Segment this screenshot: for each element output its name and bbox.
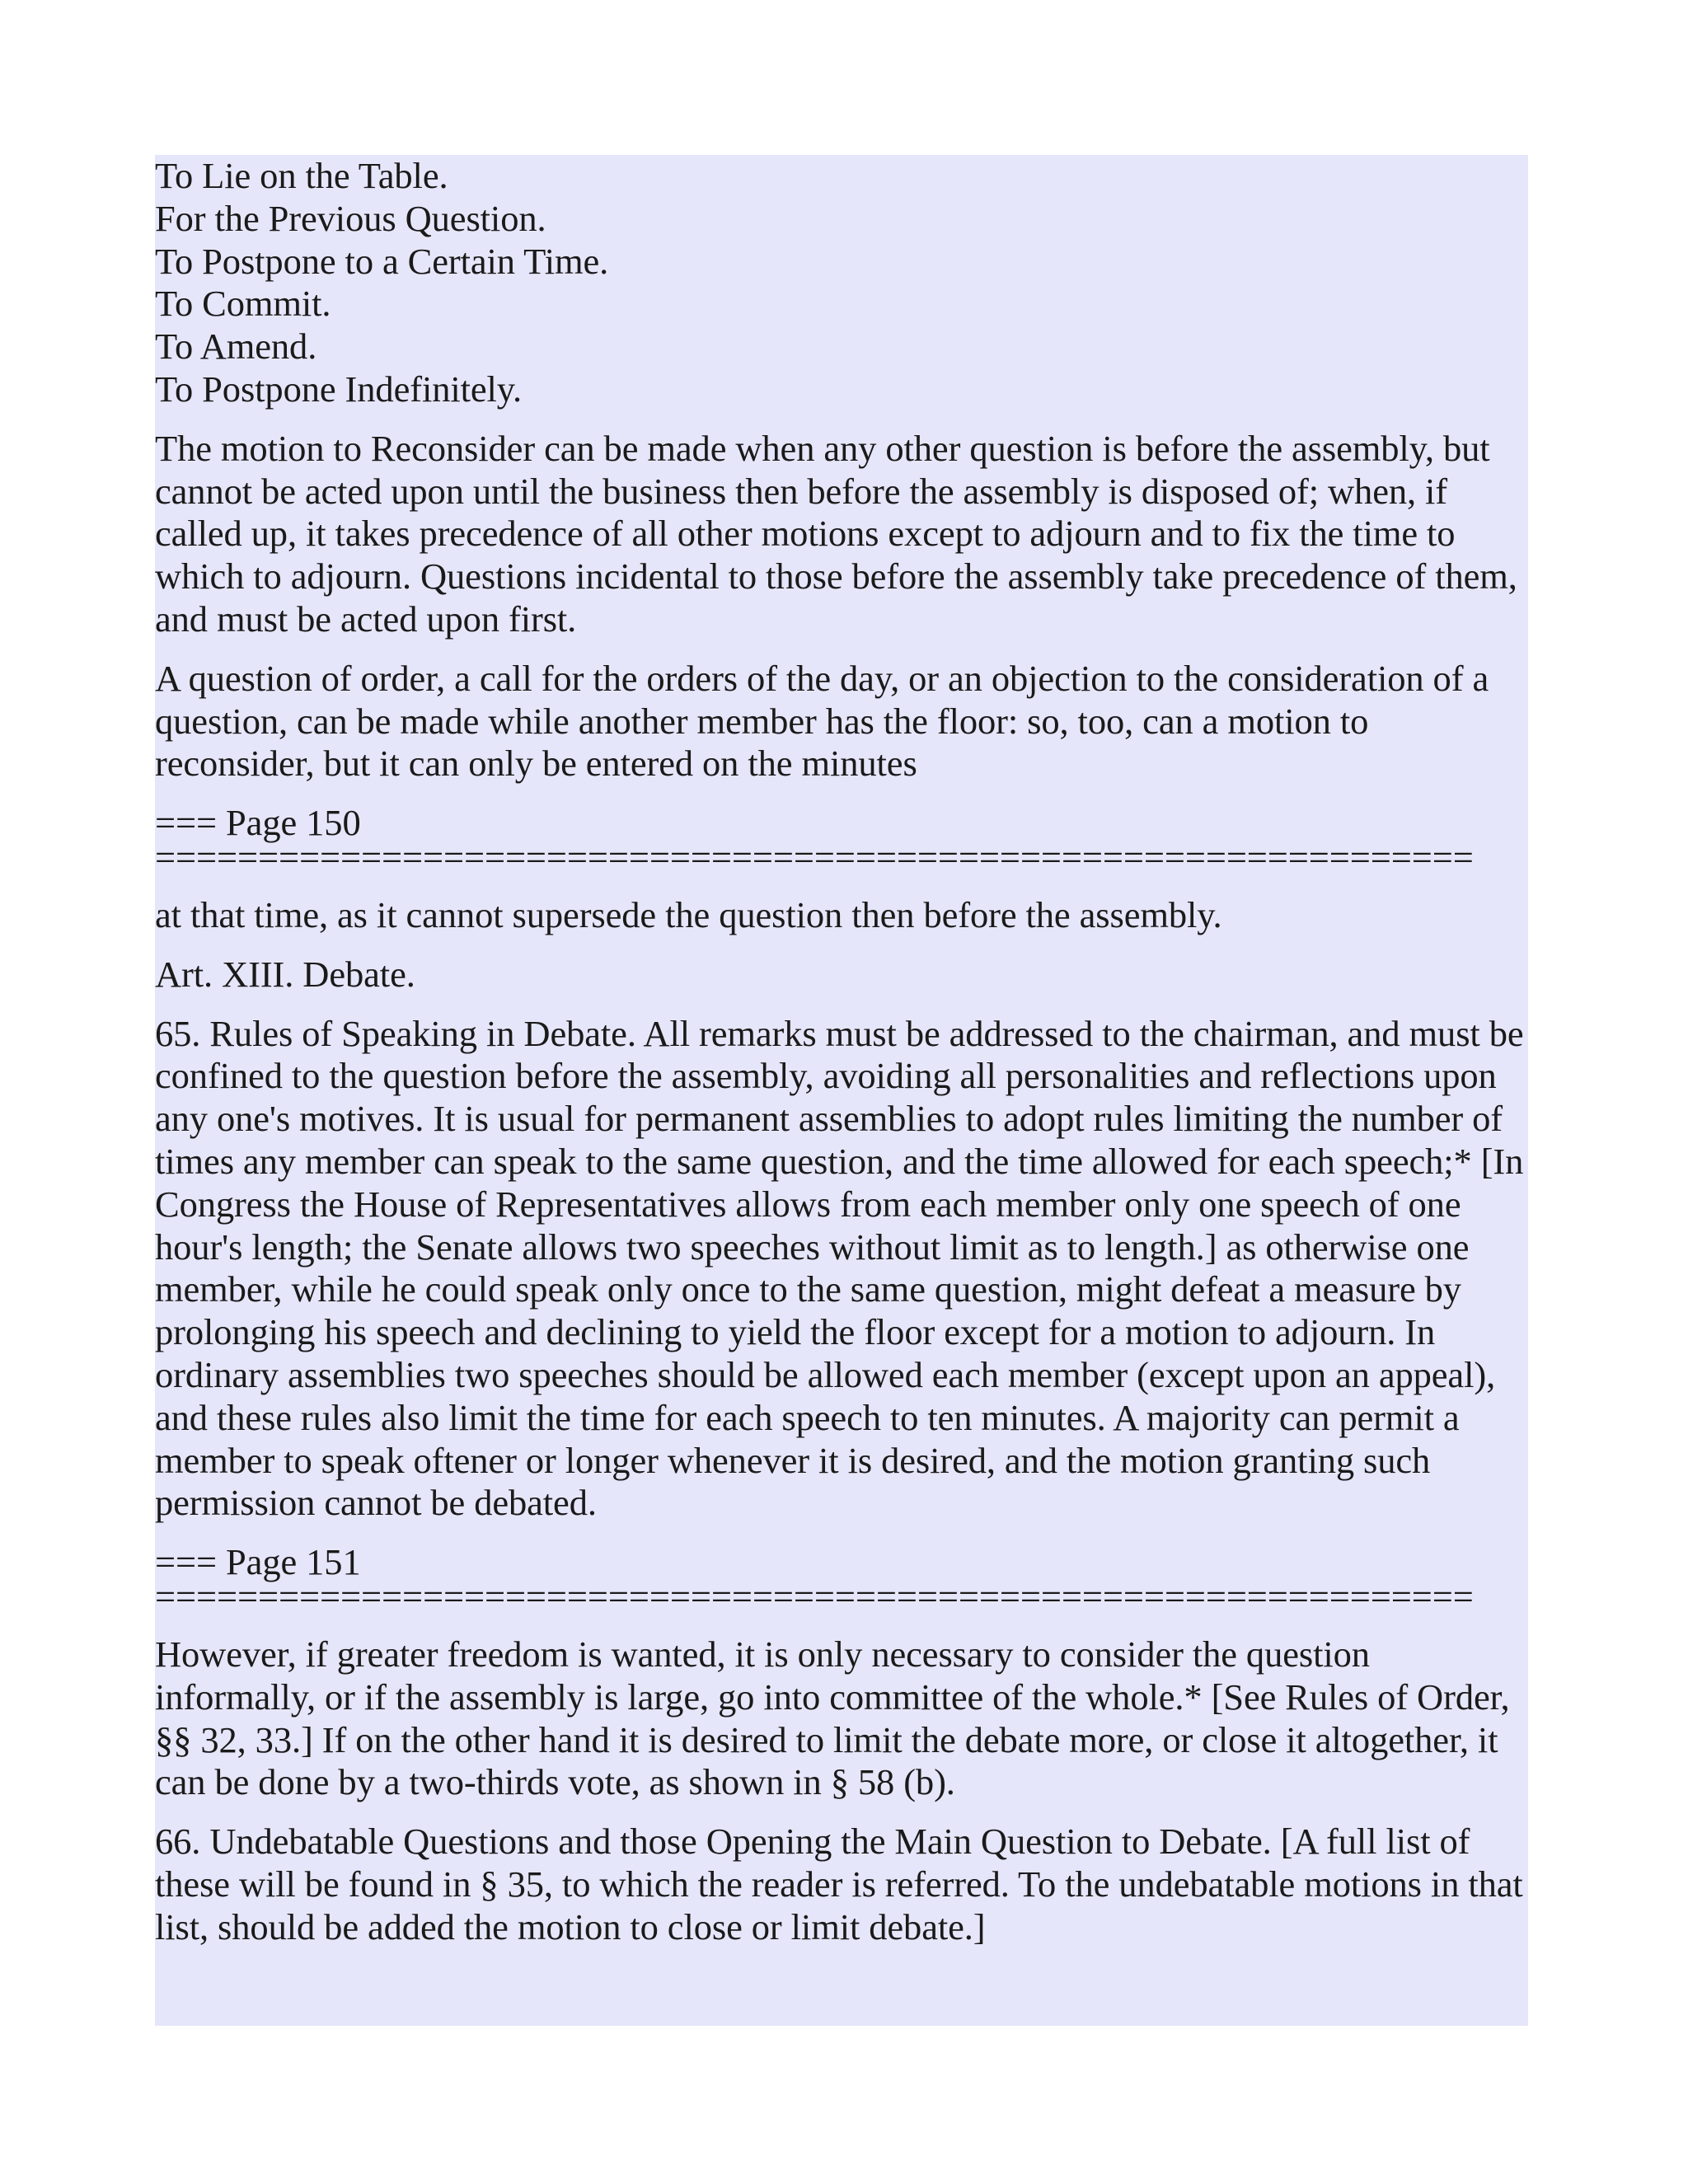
page-rule: ================================================================ — [155, 1583, 1474, 1617]
page-break-151 — [155, 1541, 1528, 1617]
paragraph-question-of-order: A question of order, a call for the orders of the day, or an objection to the consideration of a question, can be made while another member has the floor: so, too, can a motion to reconsider, but it can only be entered on the minutes — [155, 657, 1489, 785]
paragraph-continuation: at that time, as it cannot supersede the question then before the assembly. — [155, 893, 1222, 935]
motion-list — [155, 155, 1528, 411]
motion-item: To Amend. — [155, 326, 317, 368]
motion-item: For the Previous Question. — [155, 197, 546, 239]
document-page — [155, 155, 1528, 2026]
motion-item: To Postpone to a Certain Time. — [155, 240, 609, 282]
paragraph-rules-of-speaking: 65. Rules of Speaking in Debate. All remarks must be addressed to the chairman, and must be confined to the question before the assembly, avoiding all personalities and reflections upon any one's motives. It is usual for permanent assemblies to adopt rules limiting the number of times any member can speak to the same question, and the time allowed for each speech;* [In Congress the House of Representatives allows from each member only one speech of one hour's length; the Senate allows two speeches without limit as to length.] as otherwise one member, while he could speak only once to the same question, might defeat a measure by prolonging his speech and declining to yield the floor except for a motion to adjourn. In ordinary assemblies two speeches should be allowed each member (except upon an appeal), and these rules also limit the time for each speech to ten minutes. A majority can permit a member to speak oftener or longer whenever it is desired, and the motion granting such permission cannot be debated. — [155, 1012, 1524, 1524]
page-break-150 — [155, 802, 1528, 878]
page-rule: ================================================================ — [155, 844, 1474, 878]
section-heading: Art. XIII. Debate. — [155, 953, 415, 995]
motion-item: To Commit. — [155, 283, 331, 325]
paragraph-undebatable-questions: 66. Undebatable Questions and those Opening the Main Question to Debate. [A full list of these will be found in § 35, to which the reader is referred. To the undebatable motions in that list, should be added the motion to close or limit debate.] — [155, 1821, 1523, 1947]
paragraph-reconsider: The motion to Reconsider can be made when any other question is before the assembly, but cannot be acted upon until the business then before the assembly is disposed of; when, if called up, it takes precedence of all other motions except to adjourn and to fix the time to which to adjourn. Questions incidental to those before the assembly take precedence of them, and must be acted upon first. — [155, 427, 1517, 640]
motion-item: To Lie on the Table. — [155, 155, 448, 196]
page-marker: === Page 151 — [155, 1541, 361, 1583]
page-marker: === Page 150 — [155, 802, 361, 844]
motion-item: To Postpone Indefinitely. — [155, 368, 523, 410]
paragraph-greater-freedom: However, if greater freedom is wanted, it is only necessary to consider the question informally, or if the assembly is large, go into committee of the whole.* [See Rules of Order, §§ 32, 33.] If on the other hand it is desired to limit the debate more, or close it altogether, it can be done by a two-thirds vote, as shown in § 58 (b). — [155, 1633, 1510, 1803]
